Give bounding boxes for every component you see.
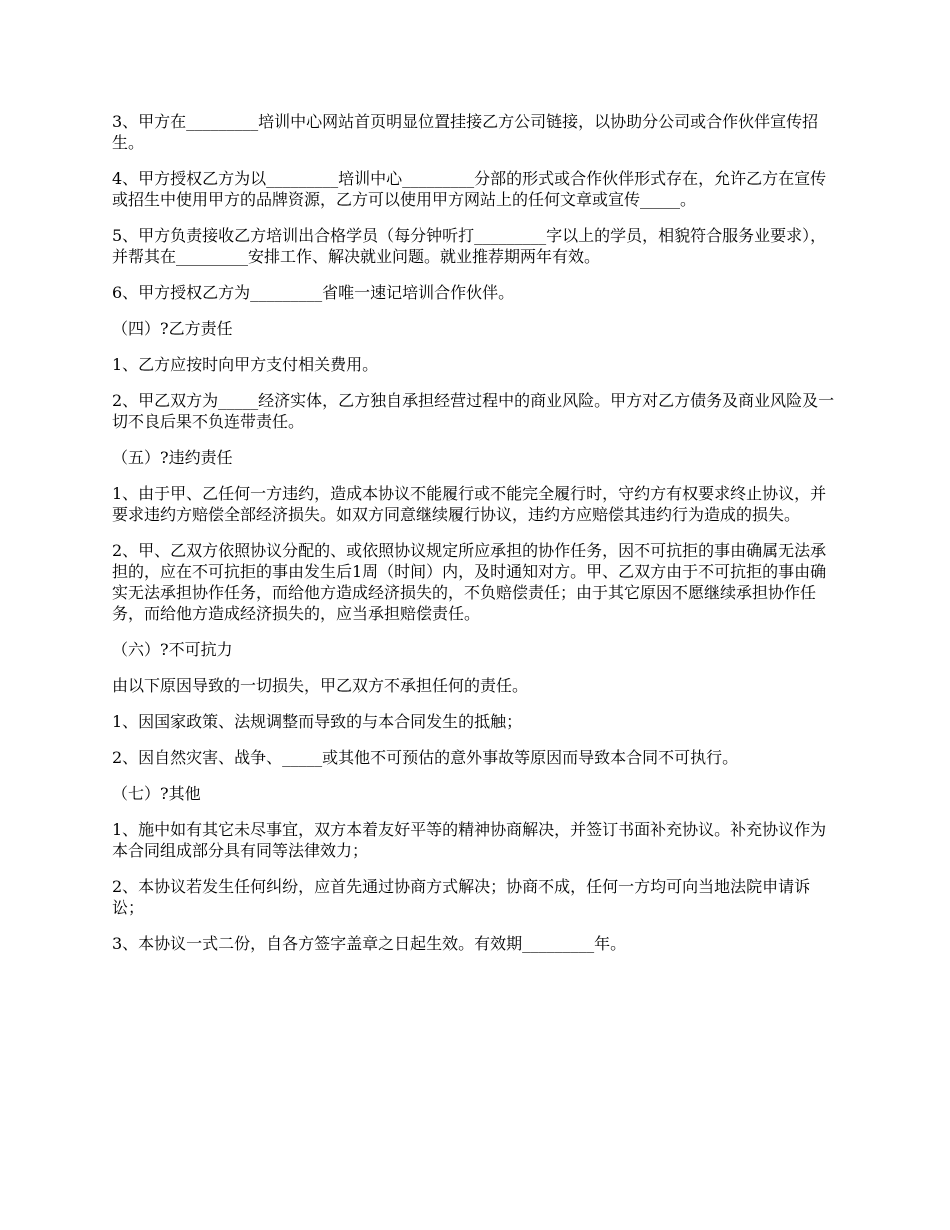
clause-paragraph: 4、甲方授权乙方为以_________培训中心_________分部的形式或合作伙伴形式存在，允许乙方在宣传或招生中使用甲方的品牌资源，乙方可以使用甲方网站上的任何文章或宣传_____。 bbox=[112, 169, 827, 209]
clause-paragraph: 1、由于甲、乙任何一方违约，造成本协议不能履行或不能完全履行时，守约方有权要求终止协议，并要求违约方赔偿全部经济损失。如双方同意继续履行协议，违约方应赔偿其违约行为造成的损失。 bbox=[112, 484, 827, 524]
clause-paragraph: 1、施中如有其它未尽事宜，双方本着友好平等的精神协商解决，并签订书面补充协议。补充协议作为本合同组成部分具有同等法律效力； bbox=[112, 820, 827, 860]
clause-paragraph: 3、甲方在_________培训中心网站首页明显位置挂接乙方公司链接，以协助分公司或合作伙伴宣传招生。 bbox=[112, 112, 819, 152]
clause-paragraph: 2、因自然灾害、战争、_____或其他不可预估的意外事故等原因而导致本合同不可执行。 bbox=[112, 748, 739, 767]
clause-paragraph: 1、乙方应按时向甲方支付相关费用。 bbox=[112, 355, 379, 374]
section-heading: （五）?违约责任 bbox=[112, 448, 233, 467]
clause-paragraph: 2、甲乙双方为_____经济实体，乙方独自承担经营过程中的商业风险。甲方对乙方债务及商业风险及一切不良后果不负连带责任。 bbox=[112, 391, 835, 431]
section-heading: （四）?乙方责任 bbox=[112, 319, 233, 338]
section-heading: （六）?不可抗力 bbox=[112, 640, 233, 659]
clause-paragraph: 1、因国家政策、法规调整而导致的与本合同发生的抵触； bbox=[112, 712, 523, 731]
clause-paragraph: 由以下原因导致的一切损失，甲乙双方不承担任何的责任。 bbox=[112, 676, 529, 695]
clause-paragraph: 5、甲方负责接收乙方培训出合格学员（每分钟听打_________字以上的学员，相貌符合服务业要求），并帮其在_________安排工作、解决就业问题。就业推荐期两年有效。 bbox=[112, 226, 827, 266]
document-body bbox=[112, 111, 842, 969]
clause-paragraph: 2、本协议若发生任何纠纷，应首先通过协商方式解决；协商不成，任何一方均可向当地法院申请诉讼； bbox=[112, 877, 811, 917]
section-heading: （七）?其他 bbox=[112, 784, 201, 803]
clause-paragraph: 6、甲方授权乙方为_________省唯一速记培训合作伙伴。 bbox=[112, 283, 515, 302]
clause-paragraph: 2、甲、乙双方依照协议分配的、或依照协议规定所应承担的协作任务，因不可抗拒的事由确属无法承担的，应在不可抗拒的事由发生后1周（时间）内，及时通知对方。甲、乙双方由于不可抗拒的事由确实无法承担协作任务，而给他方造成经济损失的，不负赔偿责任；由于其它原因不愿继续承担协作任务，而给他方造成经济损失的，应当承担赔偿责任。 bbox=[112, 541, 827, 623]
clause-paragraph: 3、本协议一式二份，自各方签字盖章之日起生效。有效期_________年。 bbox=[112, 934, 627, 953]
